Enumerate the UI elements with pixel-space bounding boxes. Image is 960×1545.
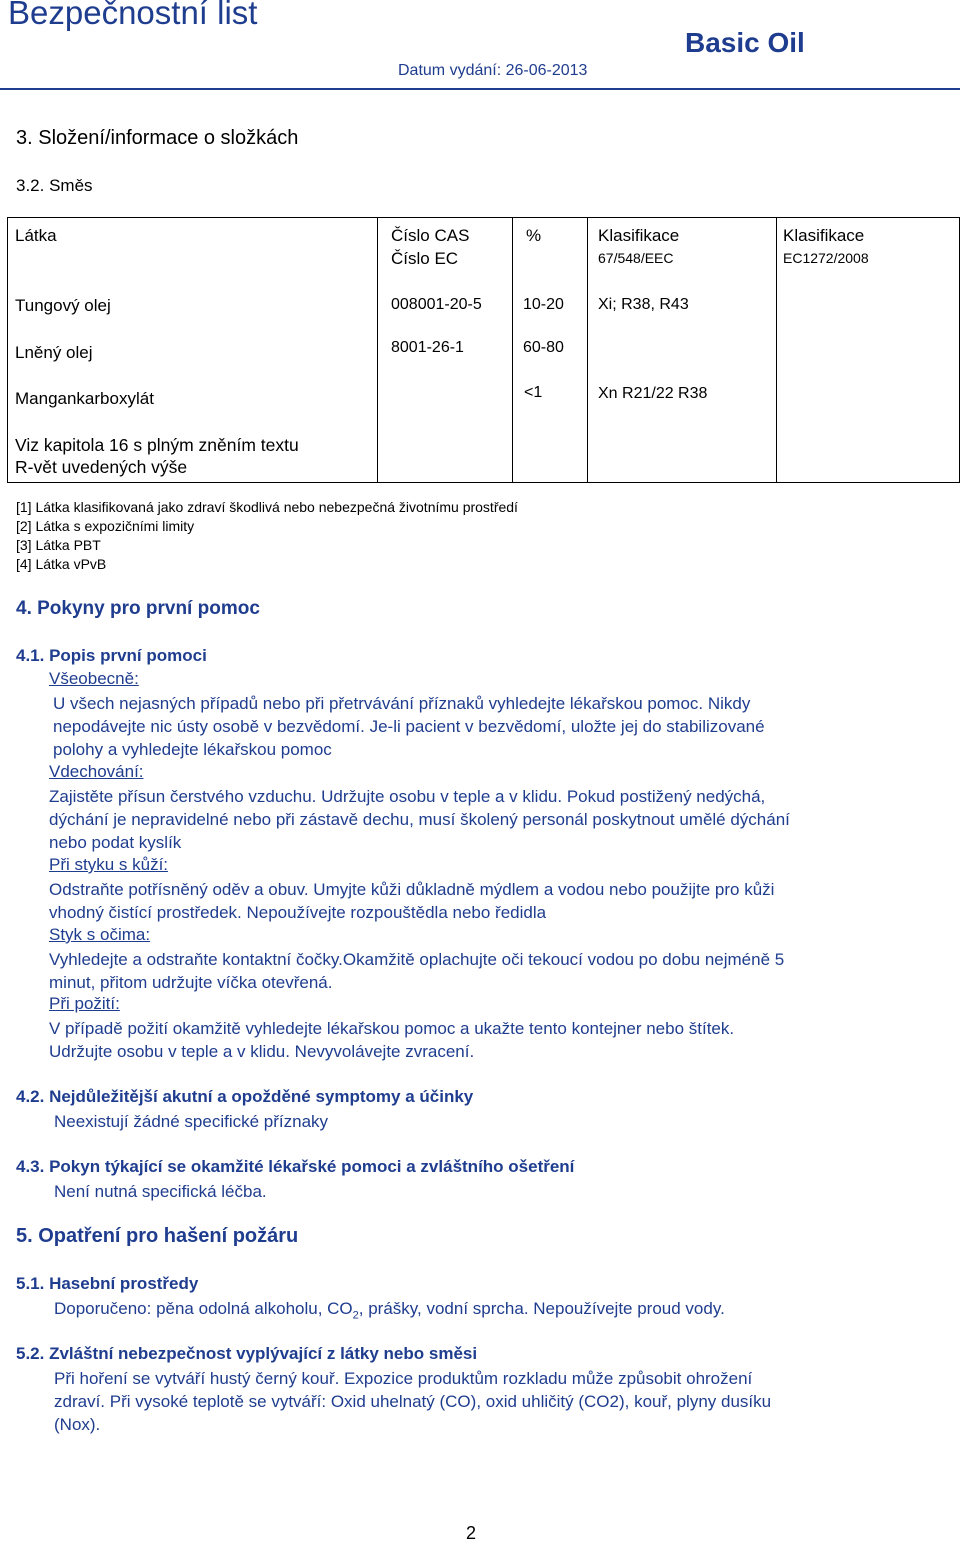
section-5-title: 5. Opatření pro hašení požáru: [16, 1225, 299, 1247]
section-3-title: 3. Složení/informace o složkách: [16, 127, 299, 149]
table-divider: [587, 217, 588, 483]
row-3-classification: Xn R21/22 R38: [598, 385, 708, 402]
row-1-percent: 10-20: [523, 296, 564, 313]
header-ec-number: Číslo EC: [391, 249, 459, 268]
section-5-1-text: [54, 1297, 725, 1328]
section-5-2-title: 5.2. Zvláštní nebezpečnost vyplývající z látky nebo směsi: [16, 1344, 478, 1363]
table-footnote-line-1: Viz kapitola 16 s plným zněním textu: [15, 435, 299, 455]
row-3-percent: <1: [524, 384, 543, 401]
inhalation-text-line-1: Zajistěte přísun čerstvého vzduchu. Udržujte osobu v teple a v klidu. Pokud postižený nedýchá,: [49, 787, 766, 806]
inhalation-text-line-3: nebo podat kyslík: [49, 833, 182, 852]
section-4-3-title: 4.3. Pokyn týkající se okamžité lékařské pomoci a zvláštního ošetření: [16, 1157, 575, 1176]
general-text-line-1: U všech nejasných případů nebo při přetrvávání příznaků vyhledejte lékařskou pomoc. Nikdy: [53, 694, 751, 713]
section-5-1-text-pre: Doporučeno: pěna odolná alkoholu, CO: [54, 1299, 353, 1318]
table-divider: [377, 217, 378, 483]
inhalation-label: Vdechování:: [49, 762, 144, 781]
note-1: [1] Látka klasifikovaná jako zdraví škodlivá nebo nebezpečná životnímu prostředí: [16, 499, 518, 515]
note-3: [3] Látka PBT: [16, 537, 101, 553]
row-3-substance: Mangankarboxylát: [15, 389, 154, 408]
section-4-3-text: Není nutná specifická léčba.: [54, 1182, 267, 1201]
section-5-2-text-line-2: zdraví. Při vysoké teplotě se vytváří: Oxid uhelnatý (CO), oxid uhličitý (CO2), kouř, plyny dusíku: [54, 1392, 772, 1411]
section-5-2-text-line-3: (Nox).: [54, 1415, 101, 1434]
row-2-percent: 60-80: [523, 339, 564, 356]
header-cas-number: Číslo CAS: [391, 226, 470, 245]
header-classification-1-sub: 67/548/EEC: [598, 250, 674, 266]
row-2-cas: 8001-26-1: [391, 339, 464, 356]
note-4: [4] Látka vPvB: [16, 556, 107, 572]
table-border-bottom: [7, 482, 960, 483]
page-number: 2: [466, 1523, 477, 1543]
section-4-title: 4. Pokyny pro první pomoc: [16, 598, 260, 619]
table-divider: [512, 217, 513, 483]
section-5-1-text-subscript: 2: [352, 1309, 359, 1322]
header-substance: Látka: [15, 226, 57, 245]
section-3-2-title: 3.2. Směs: [16, 176, 93, 195]
eye-contact-text-line-1: Vyhledejte a odstraňte kontaktní čočky.Okamžitě oplachujte oči tekoucí vodou po dobu nejméně 5: [49, 950, 785, 969]
header-classification-1: Klasifikace: [598, 226, 680, 245]
table-border-top: [7, 217, 960, 218]
section-4-1-title: 4.1. Popis první pomoci: [16, 646, 207, 665]
ingestion-text-line-1: V případě požití okamžitě vyhledejte lékařskou pomoc a ukažte tento kontejner nebo štítek.: [49, 1019, 735, 1038]
skin-contact-text-line-2: vhodný čistící prostředek. Nepoužívejte rozpouštědla nebo ředidla: [49, 903, 547, 922]
inhalation-text-line-2: dýchání je nepravidelné nebo při zástavě dechu, musí školený personál poskytnout umělé dýchání: [49, 810, 790, 829]
eye-contact-label: Styk s očima:: [49, 925, 151, 944]
section-5-1-title: 5.1. Hasební prostředy: [16, 1274, 199, 1293]
table-border-left: [7, 217, 8, 483]
skin-contact-text-line-1: Odstraňte potřísněný oděv a obuv. Umyjte kůži důkladně mýdlem a vodou nebo použijte pro kůži: [49, 880, 775, 899]
section-5-2-text-line-1: Při hoření se vytváří hustý černý kouř. Expozice produktům rozkladu může způsobit ohrožení: [54, 1369, 753, 1388]
skin-contact-label: Při styku s kůží:: [49, 855, 169, 874]
header-classification-2-sub: EC1272/2008: [783, 250, 869, 266]
issue-date: Datum vydání: 26-06-2013: [398, 62, 588, 79]
row-2-substance: Lněný olej: [15, 343, 93, 362]
document-title: Bezpečnostní list: [8, 0, 258, 31]
composition-table: [7, 217, 960, 483]
table-footnote-line-2: R-vět uvedených výše: [15, 457, 188, 477]
header-classification-2: Klasifikace: [783, 226, 865, 245]
general-label: Všeobecně:: [49, 669, 139, 688]
ingestion-label: Při požití:: [49, 994, 120, 1013]
product-name: Basic Oil: [685, 27, 805, 58]
row-1-substance: Tungový olej: [15, 296, 111, 315]
table-divider: [776, 217, 777, 483]
row-1-cas: 008001-20-5: [391, 296, 482, 313]
general-text-line-3: polohy a vyhledejte lékařskou pomoc: [53, 740, 332, 759]
header-divider: [0, 88, 960, 90]
row-1-classification: Xi; R38, R43: [598, 296, 689, 313]
section-4-2-text: Neexistují žádné specifické příznaky: [54, 1112, 329, 1131]
eye-contact-text-line-2: minut, přitom udržujte víčka otevřená.: [49, 973, 333, 992]
section-5-1-text-post: , prášky, vodní sprcha. Nepoužívejte proud vody.: [358, 1299, 725, 1318]
header-percent: %: [526, 226, 542, 245]
note-2: [2] Látka s expozičními limity: [16, 518, 195, 534]
ingestion-text-line-2: Udržujte osobu v teple a v klidu. Nevyvolávejte zvracení.: [49, 1042, 475, 1061]
section-4-2-title: 4.2. Nejdůležitější akutní a opožděné symptomy a účinky: [16, 1087, 474, 1106]
general-text-line-2: nepodávejte nic ústy osobě v bezvědomí. Je-li pacient v bezvědomí, uložte jej do stabilizované: [53, 717, 765, 736]
